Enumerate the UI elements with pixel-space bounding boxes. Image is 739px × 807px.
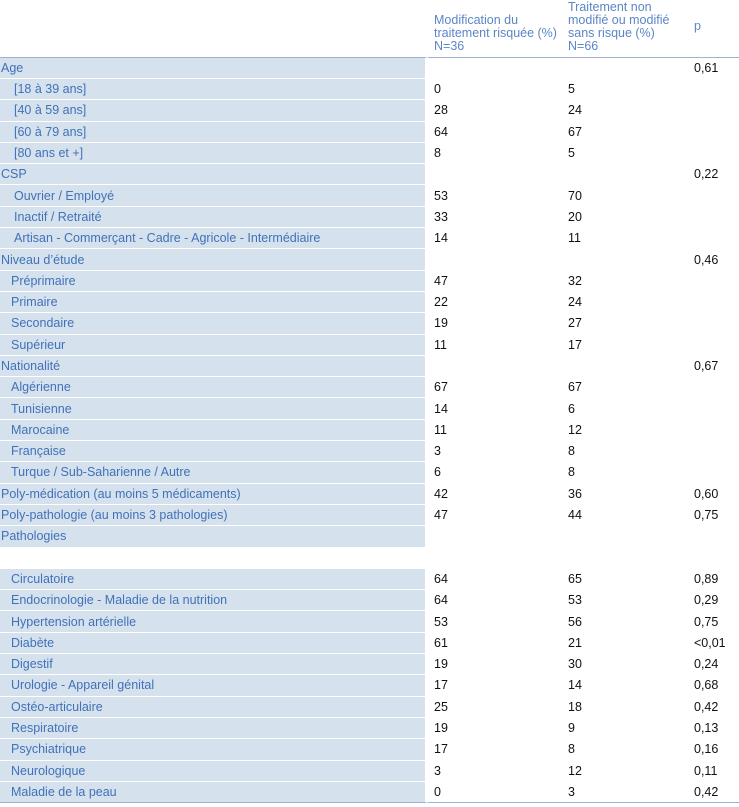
value-risky-modification: 25 — [428, 697, 562, 718]
value-unmodified-treatment: 18 — [562, 697, 688, 718]
value-risky-modification: 3 — [428, 761, 562, 782]
value-risky-modification — [428, 356, 562, 377]
value-risky-modification: 19 — [428, 654, 562, 675]
value-risky-modification — [428, 526, 562, 547]
row-label: Neurologique — [0, 761, 428, 782]
value-unmodified-treatment: 24 — [562, 292, 688, 313]
table-row — [0, 292, 739, 313]
value-risky-modification: 0 — [428, 79, 562, 100]
value-unmodified-treatment: 27 — [562, 313, 688, 334]
table-row — [0, 505, 739, 526]
value-unmodified-treatment — [562, 57, 688, 79]
value-unmodified-treatment: 56 — [562, 611, 688, 632]
table-row — [0, 228, 739, 249]
table-row — [0, 441, 739, 462]
value-unmodified-treatment: 8 — [562, 462, 688, 483]
header-risky-modification: Modification du traitement risquée (%) N=36 — [434, 13, 557, 53]
value-p — [688, 79, 739, 100]
value-p — [688, 526, 739, 547]
value-unmodified-treatment: 44 — [562, 505, 688, 526]
value-risky-modification: 11 — [428, 335, 562, 356]
value-unmodified-treatment: 12 — [562, 420, 688, 441]
table-row — [0, 654, 739, 675]
row-label: Préprimaire — [0, 271, 428, 292]
value-unmodified-treatment: 67 — [562, 377, 688, 398]
value-risky-modification: 61 — [428, 633, 562, 654]
value-risky-modification — [428, 249, 562, 270]
value-unmodified-treatment — [562, 249, 688, 270]
row-label: Diabète — [0, 633, 428, 654]
value-risky-modification: 22 — [428, 292, 562, 313]
row-label: Secondaire — [0, 313, 428, 334]
value-p: 0,22 — [688, 164, 739, 185]
row-label: Turque / Sub-Saharienne / Autre — [0, 462, 428, 483]
header-unmodified-treatment: Traitement non modifié ou modifié sans risque (%) N=66 — [568, 0, 670, 53]
row-label: Poly-médication (au moins 5 médicaments) — [0, 484, 428, 505]
value-unmodified-treatment: 17 — [562, 335, 688, 356]
value-risky-modification: 67 — [428, 377, 562, 398]
value-risky-modification: 17 — [428, 675, 562, 696]
row-label: Marocaine — [0, 420, 428, 441]
table-row — [0, 185, 739, 206]
row-label: Inactif / Retraité — [0, 207, 428, 228]
value-risky-modification: 64 — [428, 590, 562, 611]
row-label: Niveau d’étude — [0, 249, 428, 270]
row-label: Algérienne — [0, 377, 428, 398]
row-label: Ouvrier / Employé — [0, 185, 428, 206]
value-p: 0,42 — [688, 697, 739, 718]
table-row — [0, 548, 739, 569]
value-p — [688, 292, 739, 313]
value-p — [688, 462, 739, 483]
row-label: [18 à 39 ans] — [0, 79, 428, 100]
table-row — [0, 633, 739, 654]
header-p-value: p — [694, 19, 701, 33]
value-risky-modification: 19 — [428, 313, 562, 334]
table-row — [0, 143, 739, 164]
value-p: <0,01 — [688, 633, 739, 654]
value-p: 0,24 — [688, 654, 739, 675]
value-p: 0,16 — [688, 739, 739, 760]
table-row — [0, 420, 739, 441]
value-risky-modification — [428, 57, 562, 79]
table-row — [0, 100, 739, 121]
row-label: [40 à 59 ans] — [0, 100, 428, 121]
value-p: 0,42 — [688, 782, 739, 803]
row-label — [0, 548, 428, 569]
value-risky-modification: 6 — [428, 462, 562, 483]
value-risky-modification: 33 — [428, 207, 562, 228]
value-p — [688, 335, 739, 356]
value-p — [688, 143, 739, 164]
table-row — [0, 249, 739, 270]
value-p — [688, 271, 739, 292]
row-label: Hypertension artérielle — [0, 611, 428, 632]
table-row — [0, 526, 739, 547]
row-label: Psychiatrique — [0, 739, 428, 760]
row-label: Artisan - Commerçant - Cadre - Agricole - Intermédiaire — [0, 228, 428, 249]
value-p: 0,75 — [688, 611, 739, 632]
value-p: 0,89 — [688, 569, 739, 590]
value-unmodified-treatment: 36 — [562, 484, 688, 505]
value-risky-modification — [428, 548, 562, 569]
table-row — [0, 377, 739, 398]
value-p — [688, 207, 739, 228]
table-row — [0, 164, 739, 185]
value-risky-modification: 17 — [428, 739, 562, 760]
table-row — [0, 697, 739, 718]
table-row — [0, 484, 739, 505]
value-unmodified-treatment: 3 — [562, 782, 688, 803]
value-unmodified-treatment: 8 — [562, 441, 688, 462]
value-unmodified-treatment — [562, 356, 688, 377]
row-label: Nationalité — [0, 356, 428, 377]
table-row — [0, 57, 739, 79]
value-p: 0,11 — [688, 761, 739, 782]
row-label: Tunisienne — [0, 398, 428, 419]
value-p — [688, 228, 739, 249]
table-row — [0, 398, 739, 419]
row-label: Circulatoire — [0, 569, 428, 590]
value-p — [688, 313, 739, 334]
value-p: 0,67 — [688, 356, 739, 377]
value-unmodified-treatment: 67 — [562, 122, 688, 143]
row-label: Urologie - Appareil génital — [0, 675, 428, 696]
value-unmodified-treatment — [562, 164, 688, 185]
row-label: Respiratoire — [0, 718, 428, 739]
table-row — [0, 207, 739, 228]
value-p — [688, 122, 739, 143]
value-unmodified-treatment: 6 — [562, 398, 688, 419]
value-risky-modification: 42 — [428, 484, 562, 505]
value-risky-modification: 14 — [428, 398, 562, 419]
value-p — [688, 548, 739, 569]
value-risky-modification: 3 — [428, 441, 562, 462]
table-row — [0, 718, 739, 739]
value-risky-modification: 0 — [428, 782, 562, 803]
table-body — [0, 57, 739, 803]
table-row — [0, 739, 739, 760]
table-row — [0, 313, 739, 334]
row-label: Maladie de la peau — [0, 782, 428, 803]
row-label: CSP — [0, 164, 428, 185]
value-unmodified-treatment: 8 — [562, 739, 688, 760]
table-row — [0, 611, 739, 632]
table-row — [0, 356, 739, 377]
row-label: Française — [0, 441, 428, 462]
row-label: Digestif — [0, 654, 428, 675]
value-risky-modification: 19 — [428, 718, 562, 739]
value-unmodified-treatment: 14 — [562, 675, 688, 696]
value-unmodified-treatment: 12 — [562, 761, 688, 782]
value-unmodified-treatment: 24 — [562, 100, 688, 121]
table-row — [0, 569, 739, 590]
value-p — [688, 100, 739, 121]
value-unmodified-treatment: 65 — [562, 569, 688, 590]
value-unmodified-treatment: 20 — [562, 207, 688, 228]
value-risky-modification: 47 — [428, 271, 562, 292]
row-label: Age — [0, 57, 428, 79]
value-p: 0,46 — [688, 249, 739, 270]
table-row — [0, 122, 739, 143]
value-risky-modification: 47 — [428, 505, 562, 526]
value-p — [688, 420, 739, 441]
header-row — [0, 0, 739, 57]
value-unmodified-treatment: 53 — [562, 590, 688, 611]
value-risky-modification: 64 — [428, 569, 562, 590]
value-risky-modification: 53 — [428, 185, 562, 206]
row-label: [60 à 79 ans] — [0, 122, 428, 143]
value-risky-modification — [428, 164, 562, 185]
value-p: 0,13 — [688, 718, 739, 739]
value-unmodified-treatment: 9 — [562, 718, 688, 739]
value-risky-modification: 53 — [428, 611, 562, 632]
value-p — [688, 185, 739, 206]
header-empty-cell — [0, 0, 428, 57]
value-unmodified-treatment — [562, 526, 688, 547]
row-label: [80 ans et +] — [0, 143, 428, 164]
value-p — [688, 377, 739, 398]
row-label: Ostéo-articulaire — [0, 697, 428, 718]
value-risky-modification: 8 — [428, 143, 562, 164]
value-unmodified-treatment: 30 — [562, 654, 688, 675]
value-unmodified-treatment: 21 — [562, 633, 688, 654]
value-p: 0,75 — [688, 505, 739, 526]
value-p: 0,61 — [688, 57, 739, 79]
value-risky-modification: 28 — [428, 100, 562, 121]
value-p: 0,60 — [688, 484, 739, 505]
value-unmodified-treatment: 5 — [562, 143, 688, 164]
table-row — [0, 761, 739, 782]
row-label: Primaire — [0, 292, 428, 313]
table-row — [0, 335, 739, 356]
row-label: Poly-pathologie (au moins 3 pathologies) — [0, 505, 428, 526]
table-row — [0, 79, 739, 100]
value-risky-modification: 14 — [428, 228, 562, 249]
value-unmodified-treatment: 70 — [562, 185, 688, 206]
row-label: Supérieur — [0, 335, 428, 356]
value-p — [688, 398, 739, 419]
value-unmodified-treatment: 32 — [562, 271, 688, 292]
value-p: 0,68 — [688, 675, 739, 696]
row-label: Endocrinologie - Maladie de la nutrition — [0, 590, 428, 611]
row-label: Pathologies — [0, 526, 428, 547]
table-row — [0, 462, 739, 483]
value-p: 0,29 — [688, 590, 739, 611]
value-unmodified-treatment — [562, 548, 688, 569]
table-row — [0, 782, 739, 803]
value-p — [688, 441, 739, 462]
table-row — [0, 675, 739, 696]
value-unmodified-treatment: 11 — [562, 228, 688, 249]
table-row — [0, 590, 739, 611]
table-row — [0, 271, 739, 292]
value-unmodified-treatment: 5 — [562, 79, 688, 100]
value-risky-modification: 11 — [428, 420, 562, 441]
value-risky-modification: 64 — [428, 122, 562, 143]
